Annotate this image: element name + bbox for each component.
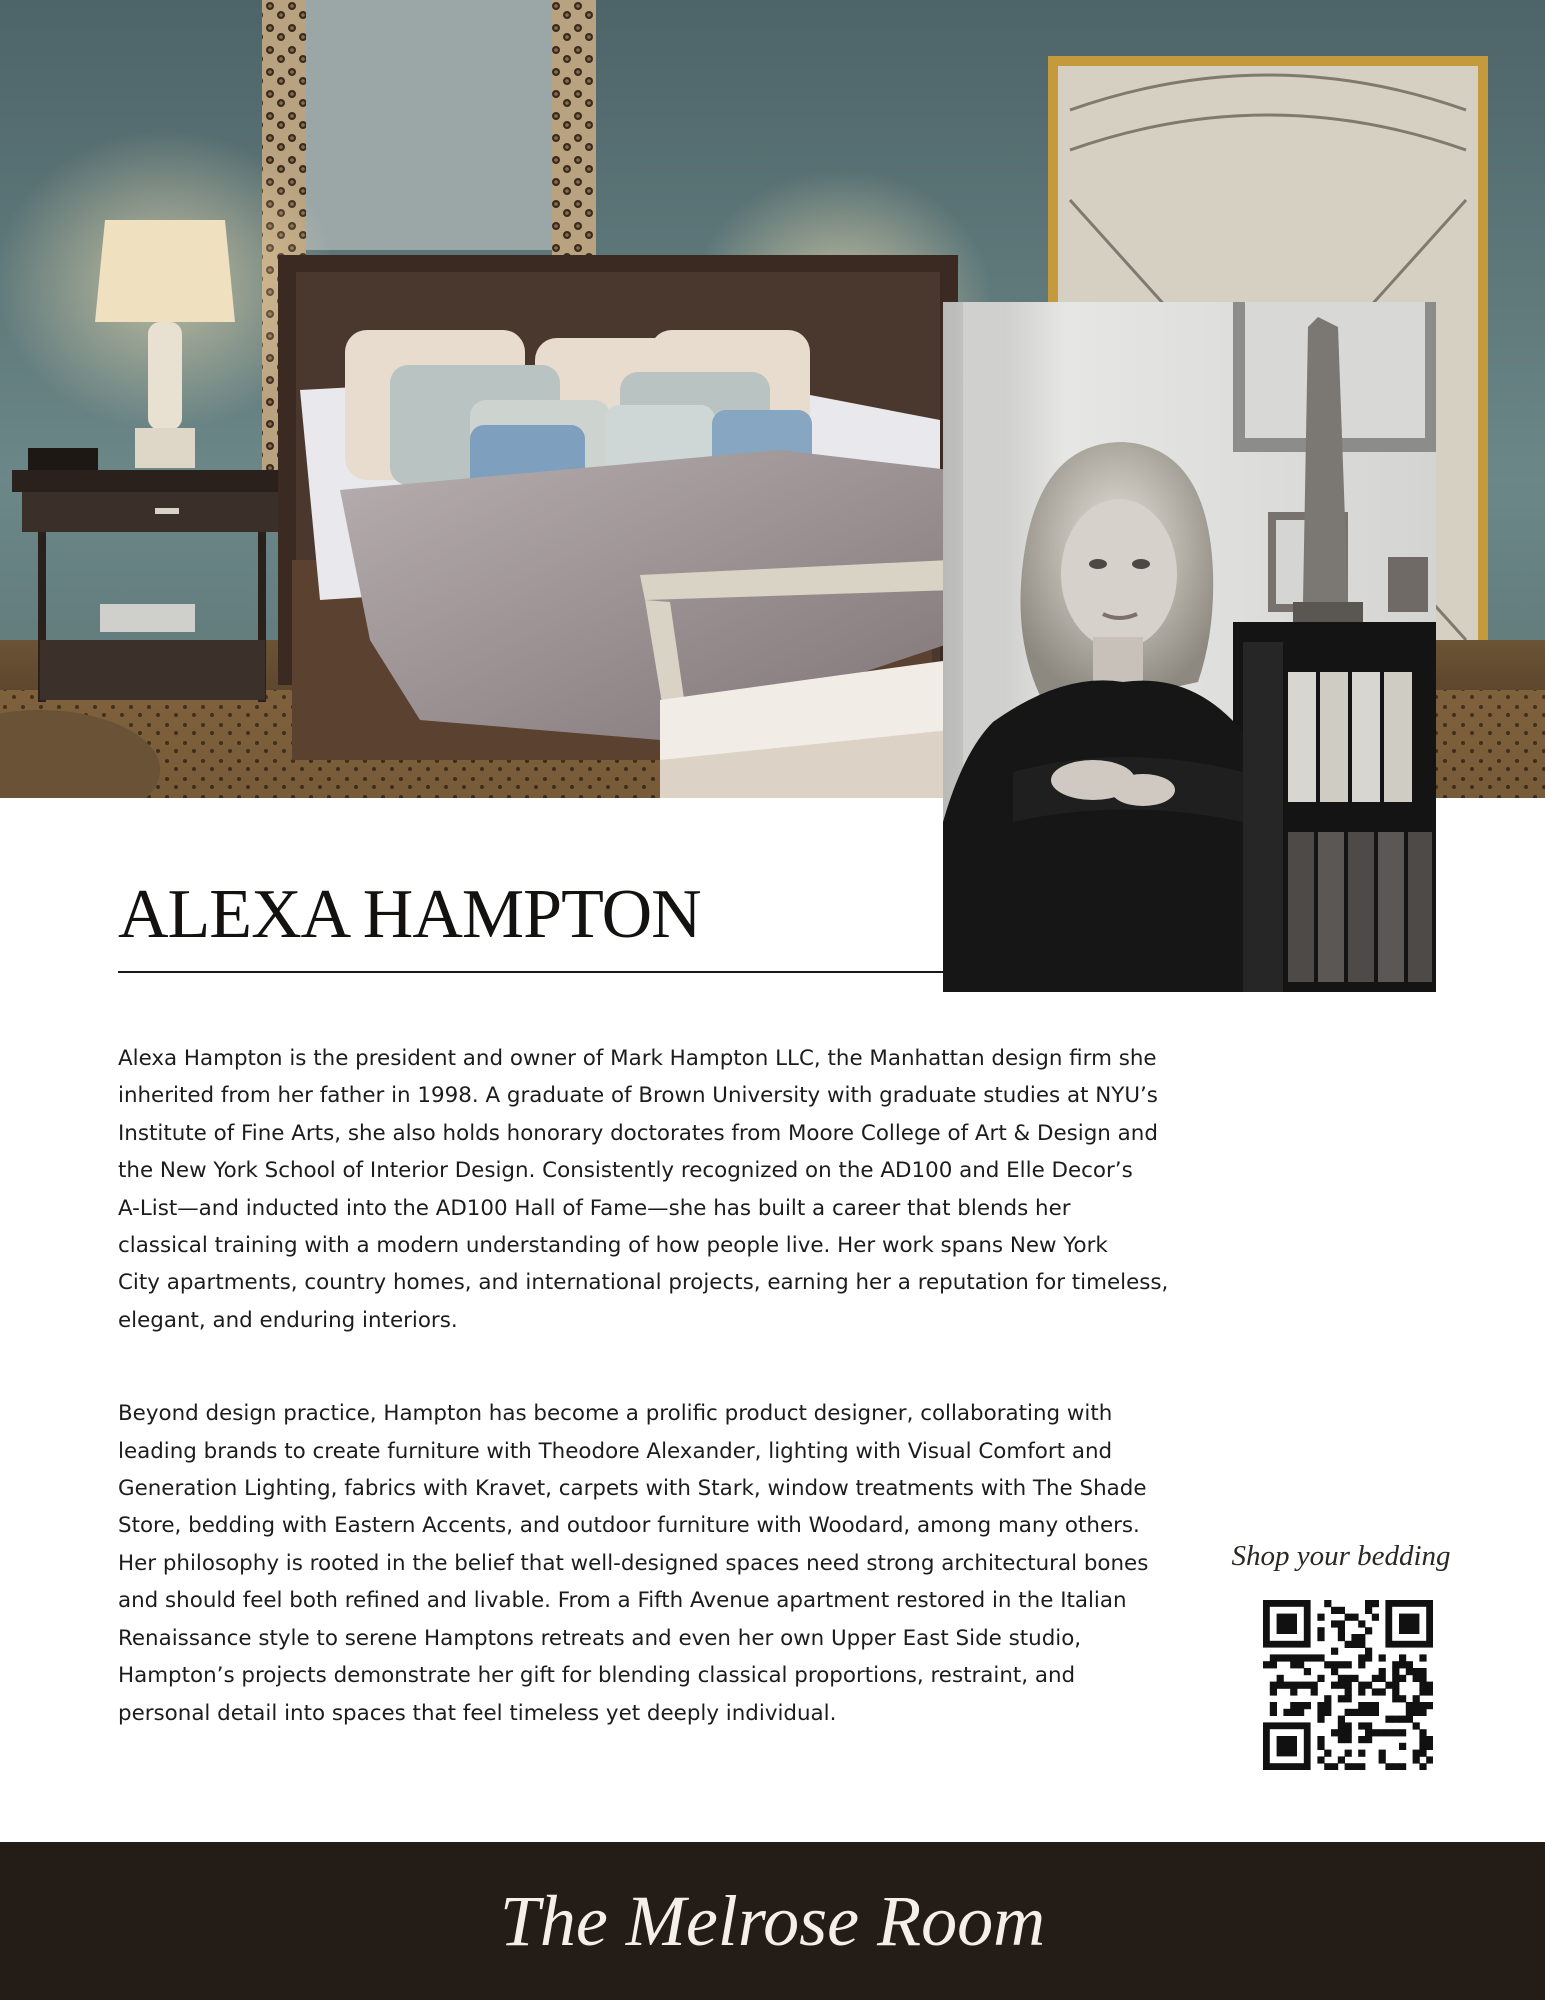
bio-line: Alexa Hampton is the president and owner of Mark Hampton LLC, the Manhattan design firm she (118, 1046, 1157, 1071)
bio-line: Beyond design practice, Hampton has become a prolific product designer, collaborating with (118, 1401, 1113, 1427)
designer-portrait (943, 302, 1436, 992)
bio-line: Renaissance style to serene Hamptons retreats and even her own Upper East Side studio, (118, 1625, 1082, 1651)
bio-line: leading brands to create furniture with Theodore Alexander, lighting with Visual Comfort and (118, 1438, 1113, 1464)
bio-line: City apartments, country homes, and international projects, earning her a reputation for timeless, (118, 1270, 1169, 1296)
bio-paragraph-1 (118, 1040, 1208, 1339)
bio-line: A-List—and inducted into the AD100 Hall of Fame—she has built a career that blends her (118, 1195, 1071, 1221)
bio-line: Hampton’s projects demonstrate her gift for blending classical proportions, restraint, and (118, 1663, 1076, 1689)
footer-bar (0, 1842, 1545, 2000)
paragraph-spacer (118, 1339, 1208, 1395)
bio-line: elegant, and enduring interiors. (118, 1307, 458, 1333)
bio-line: Her philosophy is rooted in the belief that well-designed spaces need strong architectural bones (118, 1550, 1149, 1576)
bio-line: Generation Lighting, fabrics with Kravet, carpets with Stark, window treatments with The Shade (118, 1476, 1147, 1502)
bio-text (118, 1040, 1208, 1732)
bio-line: inherited from her father in 1998. A graduate of Brown University with graduate studies at NYU’s (118, 1083, 1158, 1109)
shop-bedding-qr-code[interactable] (1263, 1600, 1433, 1770)
bio-line: Institute of Fine Arts, she also holds honorary doctorates from Moore College of Art & Design and (118, 1120, 1158, 1146)
bio-line: the New York School of Interior Design. Consistently recognized on the AD100 and Elle Decor’s (118, 1158, 1133, 1184)
bio-line: classical training with a modern understanding of how people live. Her work spans New York (118, 1233, 1108, 1259)
designer-name: ALEXA HAMPTON (118, 876, 701, 953)
bio-line: Store, bedding with Eastern Accents, and outdoor furniture with Woodard, among many others. (118, 1513, 1140, 1539)
bio-line: personal detail into spaces that feel timeless yet deeply individual. (118, 1700, 837, 1726)
footer-title: The Melrose Room (499, 1881, 1046, 1961)
bio-line: and should feel both refined and livable. From a Fifth Avenue apartment restored in the Italian (118, 1588, 1127, 1614)
shop-bedding-label: Shop your bedding (1231, 1540, 1451, 1572)
heading-divider (118, 971, 943, 973)
bio-paragraph-2 (118, 1395, 1208, 1732)
